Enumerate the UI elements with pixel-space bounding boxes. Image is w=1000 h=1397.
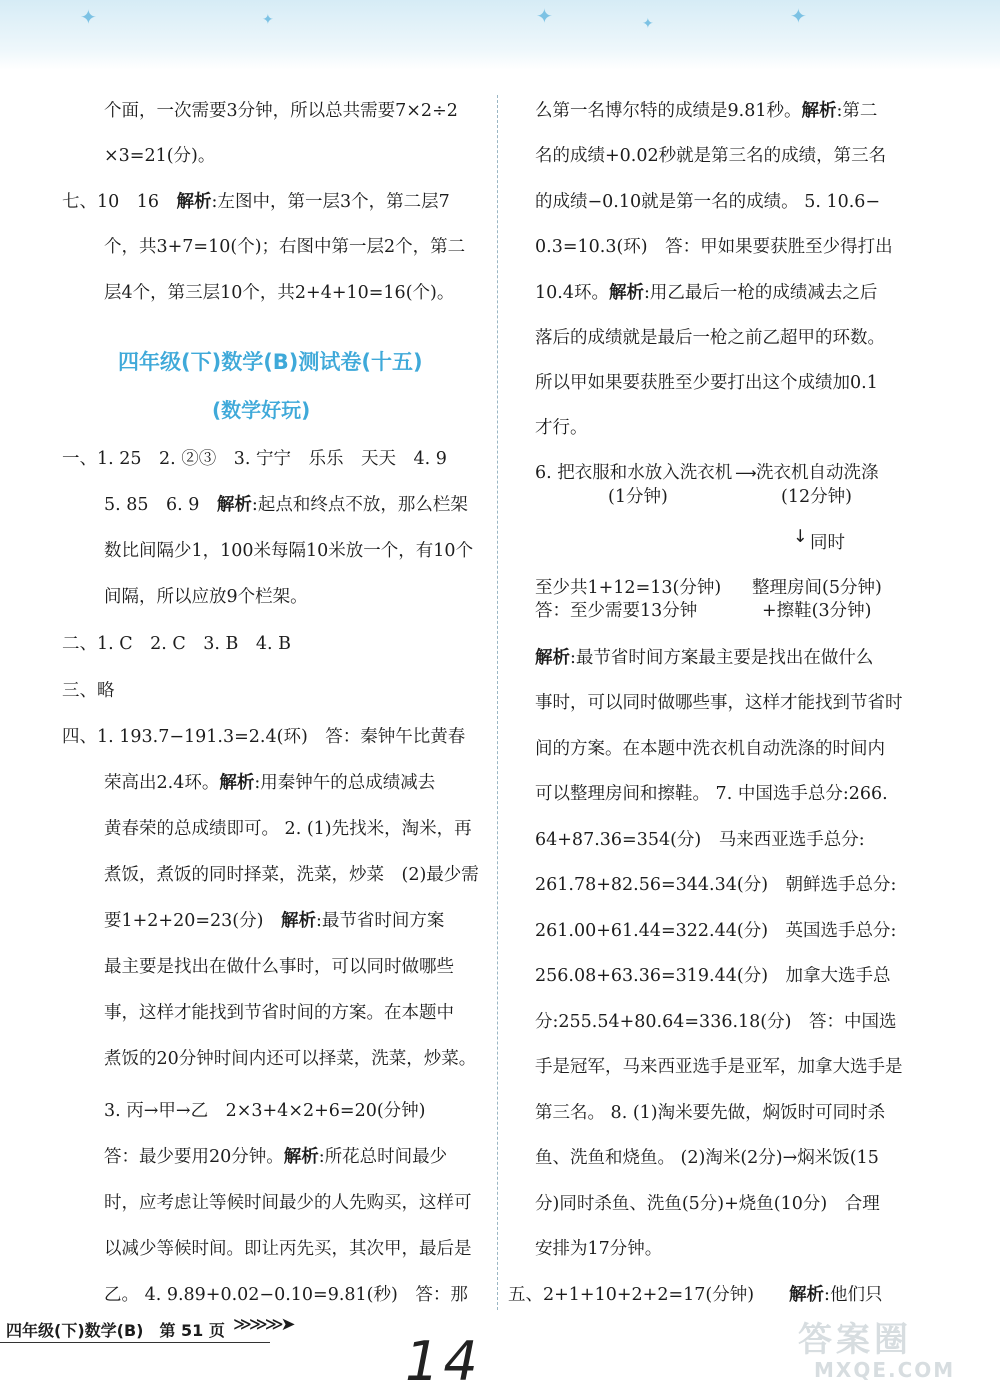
flow-total: 至少共1+12=13(分钟) <box>535 578 722 598</box>
text-line: 落后的成绩就是最后一枪之前乙超甲的环数。 <box>535 328 885 348</box>
jiexi-label: 解析 <box>789 1285 825 1305</box>
section-1-line: 一、1. 25 2. ②③ 3. 宁宁 乐乐 天天 4. 9 <box>62 449 447 469</box>
flow-step-wash: 洗衣机自动洗涤 <box>756 463 879 483</box>
text-line: 层4个，第三层10个，共2+4+10=16(个)。 <box>104 283 455 303</box>
down-arrow-icon: ↓ <box>793 527 808 547</box>
flow-arrow-icon: ⟶ <box>735 464 757 482</box>
column-divider <box>497 95 498 1310</box>
explanation-text: :他们只 <box>824 1285 883 1305</box>
text-line: 鱼、洗鱼和烧鱼。 (2)淘米(2分)→焖米饭(15 <box>535 1148 879 1168</box>
section-1-line <box>104 491 468 516</box>
flow-step-shoes: +擦鞋(3分钟) <box>762 601 872 621</box>
jiexi-label: 解析 <box>801 101 837 121</box>
answer-text: 10.4环。 <box>535 283 609 303</box>
page-footer-label: 四年级(下)数学(B) 第 51 页 <box>6 1321 225 1340</box>
explanation-text: :第二 <box>836 101 878 121</box>
text-line: 煮饭，煮饭的同时择菜，洗菜，炒菜 (2)最少需 <box>104 865 479 885</box>
site-watermark <box>790 1312 990 1392</box>
sparkle-icon: ✦ <box>642 16 654 32</box>
flow-answer: 答：至少需要13分钟 <box>535 601 698 621</box>
text-line: 才行。 <box>535 418 588 438</box>
text-line: 事时，可以同时做哪些事，这样才能找到节省时 <box>535 693 903 713</box>
text-line: ×3=21(分)。 <box>104 146 216 166</box>
text-line: 所以甲如果要获胜至少要打出这个成绩加0.1 <box>535 373 878 393</box>
text-line: 256.08+63.36=319.44(分) 加拿大选手总 <box>535 966 891 986</box>
explanation-text: :用乙最后一枪的成绩减去之后 <box>643 283 878 303</box>
text-line: 时，应考虑让等候时间最少的人先购买，这样可 <box>104 1193 472 1213</box>
explanation-text: :用秦钟午的总成绩减去 <box>254 773 436 793</box>
flow-step-tidy: 整理房间(5分钟) <box>752 578 882 598</box>
flow-simultaneous-label: 同时 <box>810 533 845 553</box>
section-5-line <box>508 1281 882 1306</box>
text-line: 分:255.54+80.64=336.18(分) 答：中国选 <box>535 1012 897 1032</box>
text-line <box>104 907 444 932</box>
text-line: 煮饭的20分钟时间内还可以择菜，洗菜，炒菜。 <box>104 1049 477 1069</box>
text-line <box>535 279 877 304</box>
explanation-text: :所花总时间最少 <box>318 1147 448 1167</box>
jiexi-label: 解析 <box>283 1147 319 1167</box>
watermark-domain: MXQE.COM <box>814 1358 956 1382</box>
sparkle-icon: ✦ <box>262 12 274 28</box>
text-line: 可以整理房间和擦鞋。 7. 中国选手总分:266. <box>535 784 888 804</box>
text-line: 的成绩−0.10就是第一名的成绩。 5. 10.6− <box>535 192 881 212</box>
text-line: 手是冠军，马来西亚选手是亚军，加拿大选手是 <box>535 1057 903 1077</box>
text-line: 间的方案。在本题中洗衣机自动洗涤的时间内 <box>535 739 885 759</box>
text-line: 64+87.36=354(分) 马来西亚选手总分: <box>535 830 865 850</box>
header-decoration <box>0 0 1000 70</box>
sparkle-icon: ✦ <box>80 5 97 29</box>
sparkle-icon: ✦ <box>536 4 553 28</box>
text-line: 0.3=10.3(环) 答：甲如果要获胜至少得打出 <box>535 237 893 257</box>
answer-text: 答：最少要用20分钟。 <box>104 1147 284 1167</box>
text-line: 分)同时杀鱼、洗鱼(5分)+烧鱼(10分) 合理 <box>535 1194 880 1214</box>
jiexi-label: 解析 <box>219 773 255 793</box>
text-line: 黄春荣的总成绩即可。 2. (1)先找米，淘米，再 <box>104 819 472 839</box>
jiexi-label: 解析 <box>176 192 212 212</box>
explanation-text: :起点和终点不放，那么栏架 <box>251 495 468 515</box>
text-line <box>535 97 877 122</box>
watermark-logo-text: 答案圈 <box>798 1320 912 1360</box>
answer-text: 5. 85 6. 9 <box>104 495 217 515</box>
section-2-line: 二、1. C 2. C 3. B 4. B <box>62 634 292 654</box>
flow-step-load: 6. 把衣服和水放入洗衣机 <box>535 463 733 483</box>
handwritten-page-number: 14 <box>405 1330 482 1393</box>
text-line: 第三名。 8. (1)淘米要先做，焖饭时可同时杀 <box>535 1103 886 1123</box>
text-line <box>104 769 435 794</box>
chevron-arrows-icon: ≫≫≫➤ <box>233 1314 293 1335</box>
jiexi-label: 解析 <box>216 495 252 515</box>
text-line: 名的成绩+0.02秒就是第三名的成绩，第三名 <box>535 146 887 166</box>
jiexi-label: 解析 <box>280 911 316 931</box>
section-4-line: 四、1. 193.7−191.3=2.4(环) 答：秦钟午比黄春 <box>62 727 466 747</box>
text-line: 数比间隔少1，100米每隔10米放一个，有10个 <box>104 541 474 561</box>
q7-line <box>62 188 450 213</box>
sparkle-icon: ✦ <box>790 4 807 28</box>
footer-rule <box>0 1342 270 1343</box>
text-line: 最主要是找出在做什么事时，可以同时做哪些 <box>104 957 454 977</box>
q7-text: :左图中，第一层3个，第二层7 <box>211 192 450 212</box>
answer-text: 荣高出2.4环。 <box>104 773 220 793</box>
text-line: 间隔，所以应放9个栏架。 <box>104 587 308 607</box>
q7-answer: 七、10 16 <box>62 192 177 212</box>
answer-text: 要1+2+20=23(分) <box>104 911 281 931</box>
explanation-text: :最节省时间方案最主要是找出在做什么 <box>570 648 874 668</box>
flow-step-wash-time: (12分钟) <box>781 487 852 507</box>
section-3-line: 三、略 <box>62 681 115 701</box>
text-line: 261.00+61.44=322.44(分) 英国选手总分: <box>535 921 897 941</box>
test-subtitle: (数学好玩) <box>212 398 311 422</box>
text-line: 3. 丙→甲→乙 2×3+4×2+6=20(分钟) <box>104 1101 426 1121</box>
flow-step-load-time: (1分钟) <box>608 487 668 507</box>
jiexi-label: 解析 <box>535 648 570 668</box>
test-title: 四年级(下)数学(B)测试卷(十五) <box>118 350 423 374</box>
text-line: 乙。 4. 9.89+0.02−0.10=9.81(秒) 答：那 <box>104 1285 468 1305</box>
text-line <box>104 1143 447 1168</box>
text-line: 个，共3+7=10(个)；右图中第一层2个，第二 <box>104 237 466 257</box>
explanation-text: :最节省时间方案 <box>315 911 445 931</box>
text-line: 261.78+82.56=344.34(分) 朝鲜选手总分: <box>535 875 897 895</box>
text-line: 个面，一次需要3分钟，所以总共需要7×2÷2 <box>104 101 458 121</box>
jiexi-label: 解析 <box>608 283 644 303</box>
answer-text: 么第一名博尔特的成绩是9.81秒。 <box>535 101 802 121</box>
text-line: 事，这样才能找到节省时间的方案。在本题中 <box>104 1003 454 1023</box>
text-line: 安排为17分钟。 <box>535 1239 663 1259</box>
text-line <box>535 644 873 669</box>
text-line: 以减少等候时间。即让丙先买，其次甲，最后是 <box>104 1239 472 1259</box>
answer-text: 五、2+1+10+2+2=17(分钟) <box>508 1285 790 1305</box>
